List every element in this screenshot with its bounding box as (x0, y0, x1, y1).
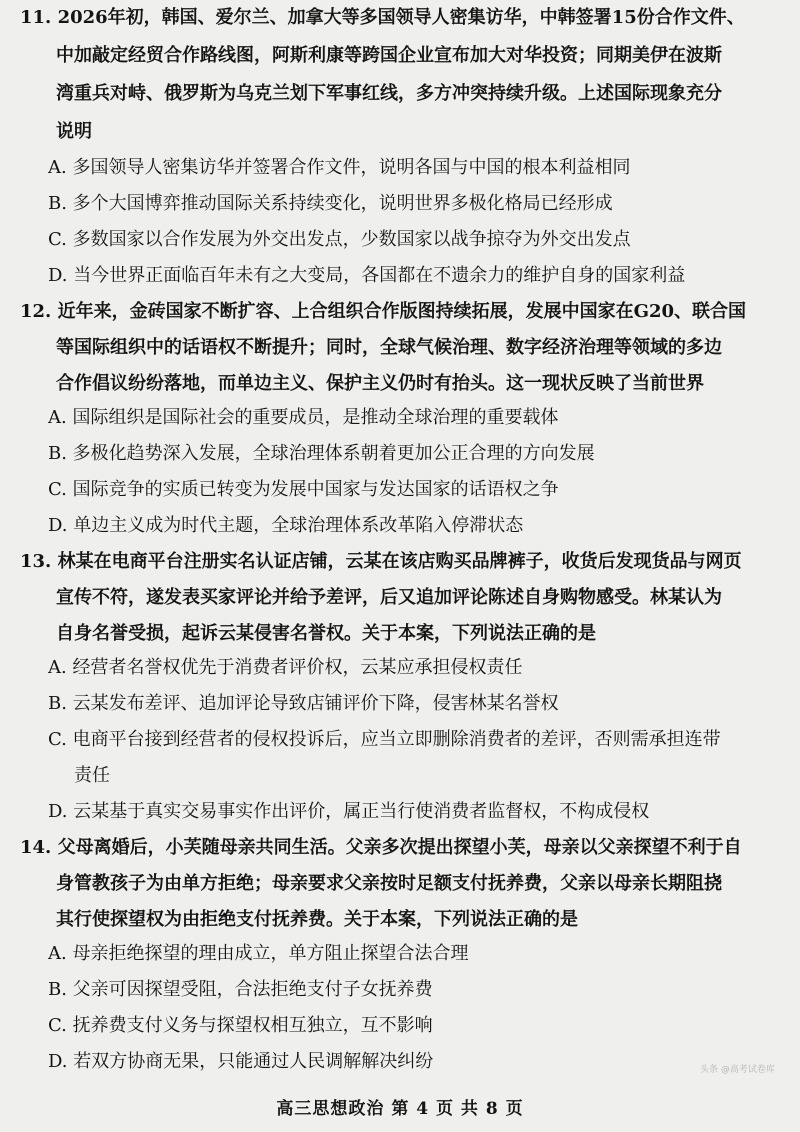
question-13-option-c: C. 电商平台接到经营者的侵权投诉后，应当立即删除消费者的差评，否则需承担连带 (48, 729, 721, 750)
question-12-option-a: A. 国际组织是国际社会的重要成员，是推动全球治理的重要载体 (48, 407, 559, 428)
question-13-stem-line-3: 自身名誉受损，起诉云某侵害名誉权。关于本案，下列说法正确的是 (56, 623, 596, 644)
watermark: 头条 @高考试卷库 (700, 1065, 775, 1075)
question-14-option-b: B. 父亲可因探望受阻，合法拒绝支付子女抚养费 (48, 979, 433, 1000)
question-14-stem-line-2: 身管教孩子为由单方拒绝；母亲要求父亲按时足额支付抚养费，父亲以母亲长期阻挠 (56, 873, 722, 894)
question-12-stem-line-1: 12. 近年来，金砖国家不断扩容、上合组织合作版图持续拓展，发展中国家在G20、联合国 (20, 301, 746, 322)
question-11-option-a: A. 多国领导人密集访华并签署合作文件，说明各国与中国的根本利益相同 (48, 157, 631, 178)
question-14-option-c: C. 抚养费支付义务与探望权相互独立，互不影响 (48, 1015, 433, 1036)
question-13-option-d: D. 云某基于真实交易事实作出评价，属正当行使消费者监督权，不构成侵权 (48, 801, 650, 822)
question-11-stem-line-4: 说明 (56, 121, 92, 142)
question-11-option-c: C. 多数国家以合作发展为外交出发点，少数国家以战争掠夺为外交出发点 (48, 229, 631, 250)
question-12-option-b: B. 多极化趋势深入发展，全球治理体系朝着更加公正合理的方向发展 (48, 443, 595, 464)
question-14-stem-line-1: 14. 父母离婚后，小芙随母亲共同生活。父亲多次提出探望小芙，母亲以父亲探望不利于自 (20, 837, 742, 858)
question-14-option-d: D. 若双方协商无果，只能通过人民调解解决纠纷 (48, 1051, 434, 1072)
question-12-option-d: D. 单边主义成为时代主题，全球治理体系改革陷入停滞状态 (48, 515, 524, 536)
question-11-option-d: D. 当今世界正面临百年未有之大变局，各国都在不遗余力的维护自身的国家利益 (48, 265, 686, 286)
question-11-stem-line-2: 中加敲定经贸合作路线图，阿斯利康等跨国企业宣布加大对华投资；同期美伊在波斯 (56, 45, 722, 66)
question-14-stem-line-3: 其行使探望权为由拒绝支付抚养费。关于本案，下列说法正确的是 (56, 909, 578, 930)
question-12-option-c: C. 国际竞争的实质已转变为发展中国家与发达国家的话语权之争 (48, 479, 559, 500)
question-13-option-c-continued: 责任 (74, 765, 110, 786)
question-12-stem-line-3: 合作倡议纷纷落地，而单边主义、保护主义仍时有抬头。这一现状反映了当前世界 (56, 373, 704, 394)
question-12-stem-line-2: 等国际组织中的话语权不断提升；同时，全球气候治理、数字经济治理等领域的多边 (56, 337, 722, 358)
question-14-option-a: A. 母亲拒绝探望的理由成立，单方阻止探望合法合理 (48, 943, 469, 964)
question-11-stem-line-3: 湾重兵对峙、俄罗斯为乌克兰划下军事红线，多方冲突持续升级。上述国际现象充分 (56, 83, 722, 104)
question-13-stem-line-1: 13. 林某在电商平台注册实名认证店铺，云某在该店购买品牌裤子，收货后发现货品与网页 (20, 551, 742, 572)
page-footer: 高三思想政治 第 4 页 共 8 页 (276, 1099, 524, 1119)
question-13-stem-line-2: 宣传不符，遂发表买家评论并给予差评，后又追加评论陈述自身购物感受。林某认为 (56, 587, 722, 608)
question-11-stem-line-1: 11. 2026年初，韩国、爱尔兰、加拿大等多国领导人密集访华，中韩签署15份合作文件、 (20, 7, 745, 28)
question-13-option-a: A. 经营者名誉权优先于消费者评价权，云某应承担侵权责任 (48, 657, 523, 678)
question-13-option-b: B. 云某发布差评、追加评论导致店铺评价下降，侵害林某名誉权 (48, 693, 559, 714)
question-11-option-b: B. 多个大国博弈推动国际关系持续变化，说明世界多极化格局已经形成 (48, 193, 613, 214)
